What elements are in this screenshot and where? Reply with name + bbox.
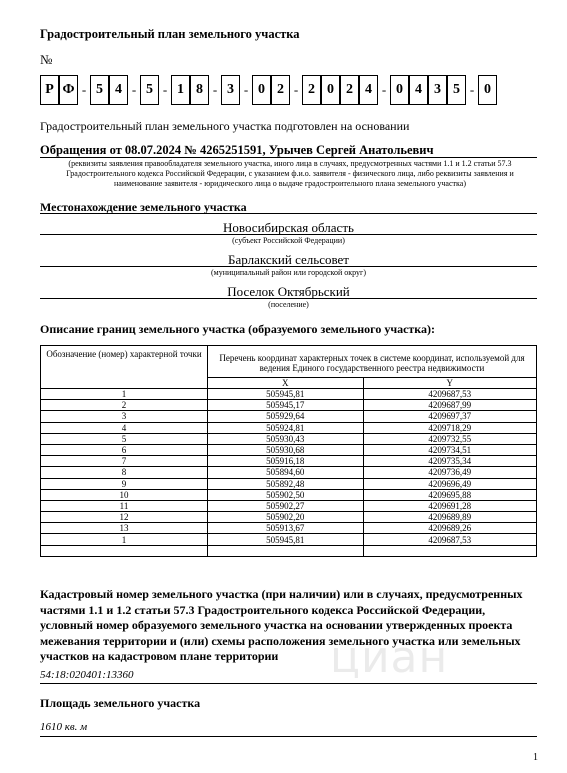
cell-n: 10 — [41, 489, 208, 500]
cell-n — [41, 545, 208, 556]
number-dash: - — [162, 82, 168, 97]
cell-y: 4209734,51 — [363, 444, 536, 455]
divider — [40, 298, 537, 299]
cell-y — [363, 545, 536, 556]
number-cell: 2 — [271, 75, 290, 105]
basis-text: Градостроительный план земельного участка подготовлен на основании — [40, 119, 410, 133]
number-cell: Ф — [59, 75, 78, 105]
settlement-note: (поселение) — [268, 300, 309, 309]
number-dash: - — [212, 82, 218, 97]
cell-y: 4209697,37 — [363, 411, 536, 422]
cell-n: 2 — [41, 400, 208, 411]
area-heading: Площадь земельного участка — [40, 696, 201, 710]
number-cell: 4 — [109, 75, 128, 105]
cell-y: 4209736,49 — [363, 467, 536, 478]
number-cell: 5 — [447, 75, 466, 105]
cell-n: 1 — [41, 389, 208, 400]
number-dash: - — [381, 82, 387, 97]
cell-n: 7 — [41, 456, 208, 467]
cell-x: 505892,48 — [208, 478, 364, 489]
borders-heading: Описание границ земельного участка (образуемого земельного участка): — [40, 322, 436, 336]
cell-x: 505902,27 — [208, 500, 364, 511]
table-row — [41, 523, 537, 534]
number-cell: 5 — [140, 75, 159, 105]
number-sign: № — [40, 52, 53, 67]
cell-x: 505945,81 — [208, 389, 364, 400]
table-row — [41, 478, 537, 489]
number-cell: 0 — [252, 75, 271, 105]
coordinates-table — [40, 345, 537, 557]
table-row — [41, 444, 537, 455]
number-cell: 3 — [221, 75, 240, 105]
cell-n: 12 — [41, 512, 208, 523]
cadastral-number: 54:18:020401:13360 — [40, 669, 134, 681]
divider — [40, 234, 537, 235]
cell-x: 505902,20 — [208, 512, 364, 523]
cell-x: 505930,43 — [208, 433, 364, 444]
cell-x: 505930,68 — [208, 444, 364, 455]
table-row — [41, 411, 537, 422]
number-cell: Р — [40, 75, 59, 105]
number-dash: - — [131, 82, 137, 97]
table-row — [41, 400, 537, 411]
table-row — [41, 512, 537, 523]
table-row — [41, 489, 537, 500]
cell-x: 505916,18 — [208, 456, 364, 467]
number-cell: 4 — [409, 75, 428, 105]
table-row — [41, 467, 537, 478]
cell-x: 505945,81 — [208, 534, 364, 545]
number-cell: 2 — [340, 75, 359, 105]
cell-n: 1 — [41, 534, 208, 545]
cell-y: 4209732,55 — [363, 433, 536, 444]
number-cell: 1 — [171, 75, 190, 105]
cell-x — [208, 545, 364, 556]
district-note: (муниципальный район или городской округ) — [211, 268, 366, 277]
document-title: Градостроительный план земельного участка — [40, 27, 300, 41]
district-value: Барлакский сельсовет — [228, 252, 349, 267]
cell-n: 13 — [41, 523, 208, 534]
number-cell: 2 — [302, 75, 321, 105]
number-cell: 0 — [321, 75, 340, 105]
divider — [40, 213, 537, 214]
number-cell: 4 — [359, 75, 378, 105]
cell-x: 505913,67 — [208, 523, 364, 534]
cell-y: 4209735,34 — [363, 456, 536, 467]
cell-n: 6 — [41, 444, 208, 455]
table-row — [41, 534, 537, 545]
cell-x: 505929,64 — [208, 411, 364, 422]
number-dash: - — [81, 82, 87, 97]
cell-y: 4209687,53 — [363, 534, 536, 545]
cell-y: 4209687,99 — [363, 400, 536, 411]
watermark-logo: циан — [330, 632, 449, 683]
number-dash: - — [469, 82, 475, 97]
cell-y: 4209695,88 — [363, 489, 536, 500]
y-header: Y — [363, 378, 536, 389]
cell-x: 505902,50 — [208, 489, 364, 500]
cell-n: 9 — [41, 478, 208, 489]
region-value: Новосибирская область — [223, 220, 354, 235]
number-cell: 8 — [190, 75, 209, 105]
cell-n: 11 — [41, 500, 208, 511]
col-point-header: Обозначение (номер) характерной точки — [41, 346, 208, 389]
request-note: (реквизиты заявления правообладателя земельного участка, иного лица в случаях, предусмотренных частями 1.1 и 1.2 статьи 57.3 Градостроительного кодекса Российской Федерации, с указанием ф.и.о. заявителя - физического лица, либо реквизиты заявления и наименование заявителя - юридического лица о выдаче градостроительного плана земельного участка) — [66, 159, 514, 188]
divider — [40, 683, 537, 684]
divider — [40, 266, 537, 267]
table-row — [41, 456, 537, 467]
request-line: Обращения от 08.07.2024 № 4265251591, Урычев Сергей Анатольевич — [40, 143, 434, 157]
cell-y: 4209689,89 — [363, 512, 536, 523]
cell-y: 4209691,28 — [363, 500, 536, 511]
cell-y: 4209696,49 — [363, 478, 536, 489]
cell-n: 4 — [41, 422, 208, 433]
number-cell: 3 — [428, 75, 447, 105]
table-row — [41, 389, 537, 400]
table-row — [41, 500, 537, 511]
area-value: 1610 кв. м — [40, 721, 88, 733]
table-row — [41, 545, 537, 556]
number-dash: - — [293, 82, 299, 97]
cell-x: 505945,17 — [208, 400, 364, 411]
cell-n: 5 — [41, 433, 208, 444]
table-row — [41, 433, 537, 444]
plan-number — [40, 74, 497, 106]
number-cell: 0 — [390, 75, 409, 105]
divider — [40, 736, 537, 737]
number-cell: 0 — [478, 75, 497, 105]
divider — [40, 157, 537, 158]
cell-y: 4209689,26 — [363, 523, 536, 534]
cell-x: 505894,60 — [208, 467, 364, 478]
x-header: X — [208, 378, 364, 389]
location-heading: Местонахождение земельного участка — [40, 200, 247, 214]
cell-x: 505924,81 — [208, 422, 364, 433]
cell-y: 4209687,53 — [363, 389, 536, 400]
page-number: 1 — [533, 752, 538, 763]
cadastral-heading: Кадастровый номер земельного участка (при наличии) или в случаях, предусмотренных частями 1.1 и 1.2 статьи 57.3 Градостроительного кодекса Российской Федерации, условный номер образуемого земельного участка на основании утвержденных проекта межевания территории и (или) схемы расположения земельного участка или земельных участков на кадастровом плане территории — [40, 587, 523, 663]
settlement-value: Поселок Октябрьский — [227, 284, 350, 299]
cell-n: 3 — [41, 411, 208, 422]
table-row — [41, 422, 537, 433]
region-note: (субъект Российской Федерации) — [232, 236, 345, 245]
col-coords-header: Перечень координат характерных точек в системе координат, используемой для ведения Единого государственного реестра недвижимости — [208, 346, 537, 378]
number-cell: 5 — [90, 75, 109, 105]
cell-n: 8 — [41, 467, 208, 478]
cell-y: 4209718,29 — [363, 422, 536, 433]
number-dash: - — [243, 82, 249, 97]
